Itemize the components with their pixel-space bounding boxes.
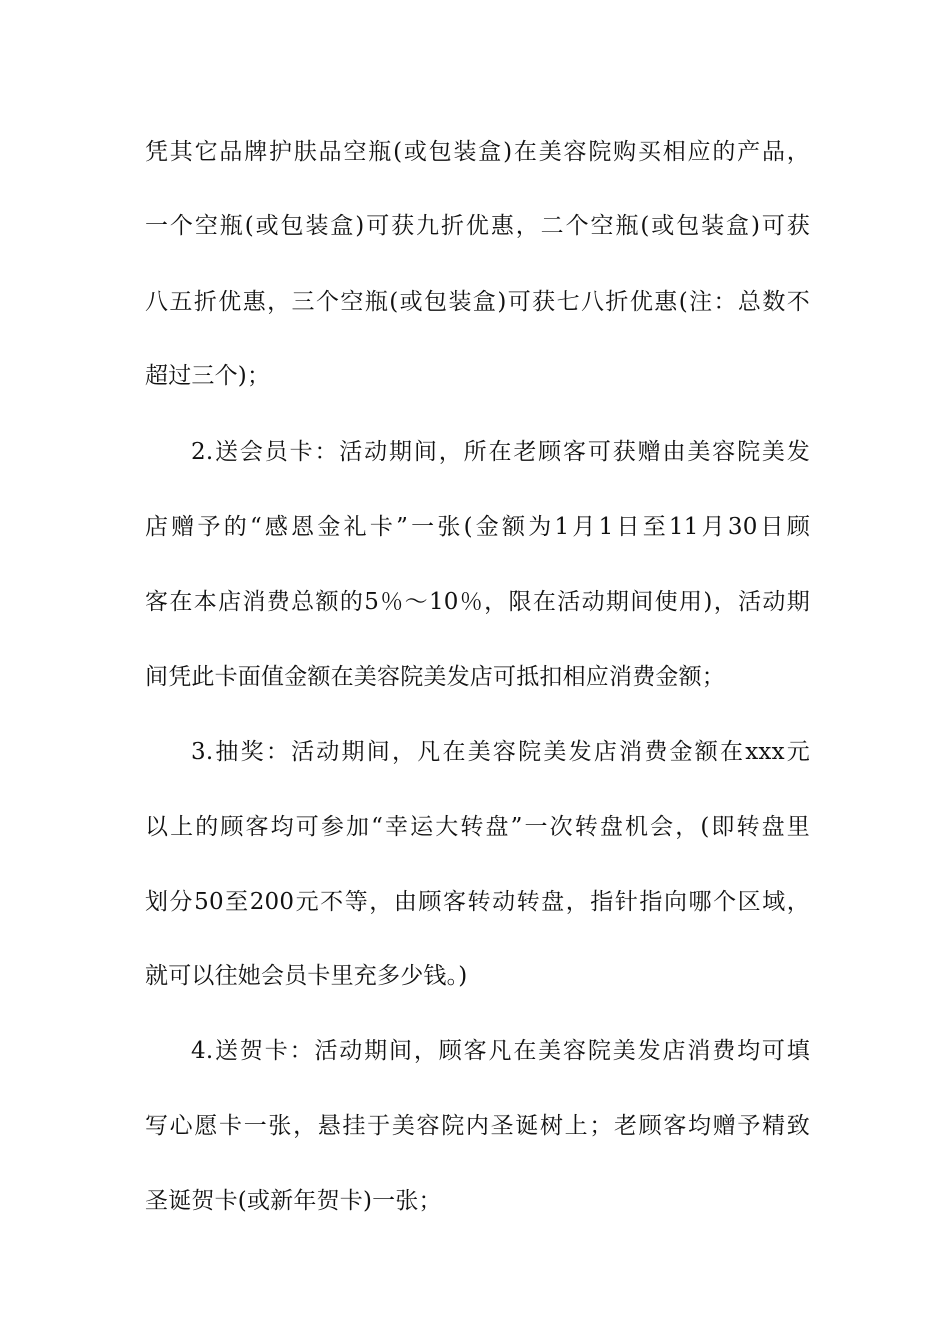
paragraph-first-line: 3.抽奖：活动期间，凡在美容院美发店消费金额在xxx元	[191, 739, 810, 765]
text-line: 间凭此卡面值金额在美容院美发店可抵扣相应消费金额；	[145, 664, 725, 690]
text-line: 客在本店消费总额的5％～10％，限在活动期间使用)，活动期	[145, 589, 810, 615]
text-line: 店赠予的“感恩金礼卡”一张(金额为1月1日至11月30日顾	[145, 514, 810, 540]
text-line: 划分50至200元不等，由顾客转动转盘，指针指向哪个区域，	[145, 889, 810, 915]
paragraph-first-line: 2.送会员卡：活动期间，所在老顾客可获赠由美容院美发	[191, 439, 810, 465]
text-line: 以上的顾客均可参加“幸运大转盘”一次转盘机会，(即转盘里	[145, 814, 810, 840]
text-line: 超过三个)；	[145, 363, 271, 389]
text-line: 凭其它品牌护肤品空瓶(或包装盒)在美容院购买相应的产品，	[145, 139, 810, 165]
text-line: 写心愿卡一张，悬挂于美容院内圣诞树上；老顾客均赠予精致	[145, 1113, 810, 1139]
text-line: 就可以往她会员卡里充多少钱。)	[145, 963, 468, 989]
text-line: 圣诞贺卡(或新年贺卡)一张；	[145, 1188, 442, 1214]
text-line: 八五折优惠，三个空瓶(或包装盒)可获七八折优惠(注：总数不	[145, 289, 810, 315]
paragraph-first-line: 4.送贺卡：活动期间，顾客凡在美容院美发店消费均可填	[191, 1038, 810, 1064]
text-line: 一个空瓶(或包装盒)可获九折优惠，二个空瓶(或包装盒)可获	[145, 213, 810, 239]
